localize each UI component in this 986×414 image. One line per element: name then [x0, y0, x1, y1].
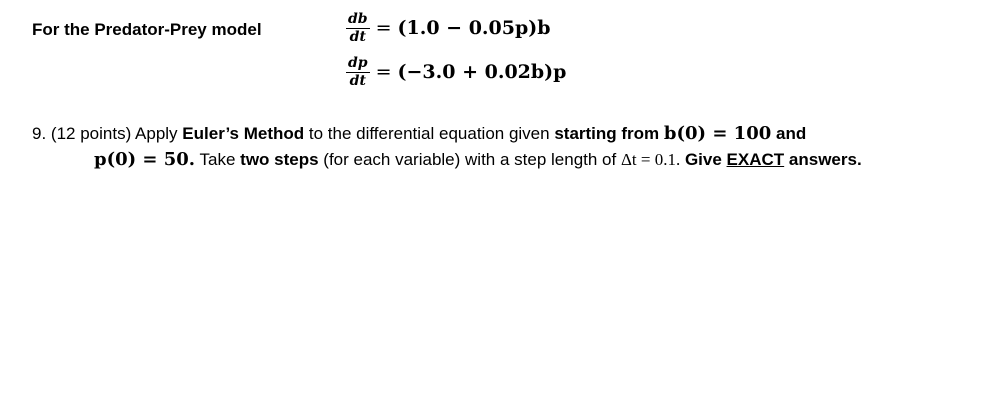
initial-condition-p: p(0) = 50.: [94, 149, 196, 170]
problem-points: (12 points) Apply: [50, 124, 178, 143]
fraction-db-dt: [346, 11, 370, 46]
problem-text: (for each variable) with a step length of: [323, 150, 617, 169]
fraction-denominator: dt: [349, 28, 366, 45]
equation-db-dt: [346, 6, 566, 50]
problem-text: to the differential equation given: [308, 124, 550, 143]
starting-from-label: starting from: [554, 124, 660, 143]
problem-line-2: [32, 147, 962, 173]
equation-expression: (−3.0 + 0.02b)p: [397, 61, 567, 83]
equation-dp-dt: [346, 50, 566, 94]
problem-text: Take: [199, 150, 236, 169]
step-length: Δt = 0.1.: [620, 150, 681, 169]
answers-label: answers.: [788, 150, 862, 169]
fraction-denominator: dt: [349, 72, 366, 89]
initial-condition-b: b(0) = 100: [663, 123, 772, 144]
equation-expression: (1.0 − 0.05p)b: [397, 17, 551, 39]
fraction-numerator: db: [348, 10, 368, 27]
model-label: For the Predator-Prey model: [32, 20, 262, 39]
method-name: Euler’s Method: [182, 124, 305, 143]
problem-line-1: [32, 121, 962, 147]
problem-statement: [32, 121, 962, 173]
fraction-numerator: dp: [348, 54, 368, 71]
equals-sign: =: [375, 61, 392, 83]
equals-sign: =: [375, 17, 392, 39]
equation-block: [346, 6, 566, 94]
equation-rhs: [376, 61, 567, 83]
give-label: Give: [684, 150, 722, 169]
problem-number: 9.: [32, 124, 47, 143]
equation-rhs: [376, 17, 551, 39]
exact-label: EXACT: [726, 150, 785, 169]
two-steps-label: two steps: [240, 150, 319, 169]
and-label: and: [775, 124, 807, 143]
fraction-dp-dt: [346, 55, 370, 90]
